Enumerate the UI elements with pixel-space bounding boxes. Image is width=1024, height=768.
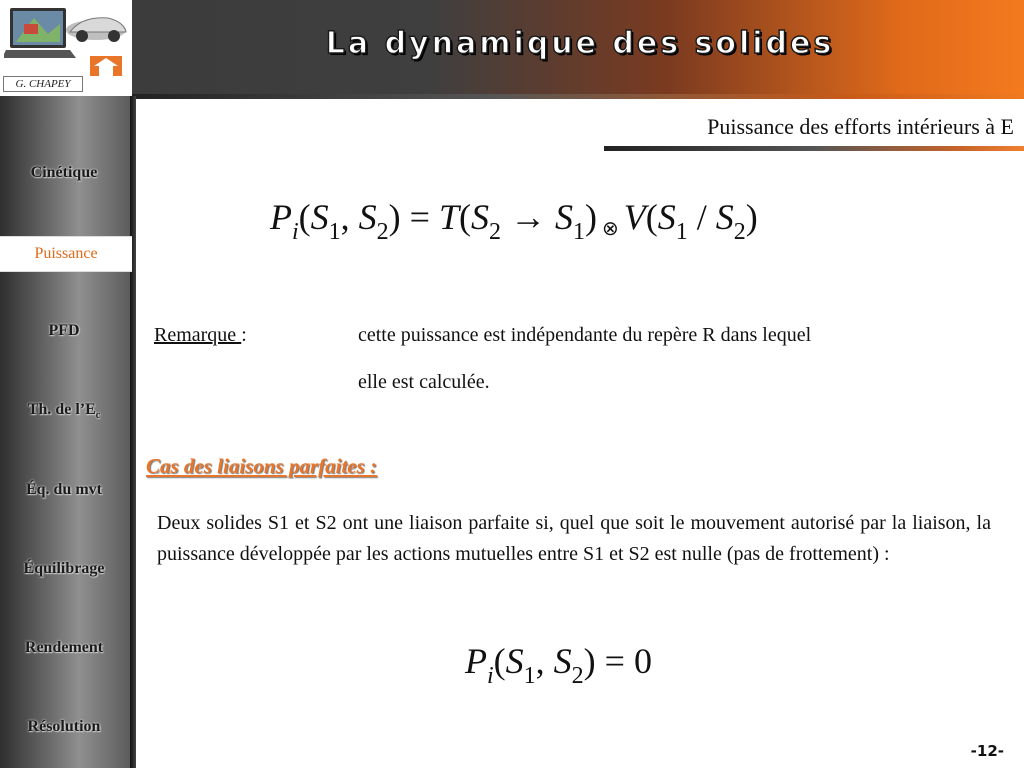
sidebar-item-puissance[interactable]: [0, 236, 132, 272]
perfect-joint-definition: Deux solides S1 et S2 ont une liaison parfaite si, quel que soit le mouvement autorisé par la liaison, la puissance développée par les actions mutuelles entre S1 et S2 est nulle (pas de frottement) :: [157, 512, 991, 565]
header-divider: [132, 94, 1024, 99]
sidebar-item-resolution[interactable]: [0, 718, 128, 736]
sidebar-item-label: Th. de l’E: [27, 401, 96, 418]
sidebar: [0, 96, 132, 768]
formula-paren: (: [645, 197, 658, 237]
header-banner: [0, 0, 1024, 96]
formula-paren: ): [583, 641, 596, 681]
sidebar-item-theoreme-ec[interactable]: [0, 401, 128, 421]
section-title-underline: [604, 146, 1024, 151]
formula-paren: (: [493, 641, 506, 681]
formula-symbol: S: [657, 197, 676, 237]
main-title: La dynamique des solides: [325, 26, 835, 61]
formula-symbol: S: [310, 197, 329, 237]
formula-subscript: 2: [733, 219, 746, 245]
power-formula: [270, 196, 758, 246]
formula-arrow: →: [501, 197, 556, 237]
page-number: -12-: [970, 742, 1004, 760]
sidebar-edge: [130, 96, 136, 768]
formula-subscript: i: [292, 219, 299, 245]
formula-subscript: 1: [675, 219, 688, 245]
remark-text-line-1: cette puissance est indépendante du repère R dans lequel: [358, 324, 812, 346]
formula-subscript: 2: [376, 219, 389, 245]
perfect-joints-heading: Cas des liaisons parfaites :: [146, 454, 378, 478]
section-title: Puissance des efforts intérieurs à E: [707, 114, 1014, 139]
sidebar-item-rendement[interactable]: [0, 639, 128, 657]
logo: [0, 0, 132, 96]
sidebar-item-label: Éq. du mvt: [25, 481, 103, 498]
sidebar-item-label: Rendement: [24, 639, 104, 656]
formula-symbol: T: [438, 197, 460, 237]
formula-symbol: P: [465, 641, 487, 681]
formula-subscript: 2: [489, 219, 502, 245]
formula-symbol: S: [358, 197, 377, 237]
remark-label: [154, 324, 247, 347]
sidebar-item-label: PFD: [48, 322, 80, 339]
formula-paren: (: [459, 197, 472, 237]
formula-symbol: V: [623, 197, 646, 237]
formula-subscript: 1: [328, 219, 341, 245]
sidebar-item-pfd[interactable]: [0, 322, 128, 340]
formula-comma: ,: [535, 641, 554, 681]
sidebar-item-label: Équilibrage: [23, 560, 105, 577]
sidebar-item-label: Cinétique: [30, 164, 98, 181]
formula-comma: ,: [340, 197, 359, 237]
author-label: G. CHAPEY: [3, 76, 83, 92]
remark-text-line-2: elle est calculée.: [358, 371, 490, 393]
formula-subscript: i: [487, 663, 494, 689]
formula-paren: ): [745, 197, 758, 237]
formula-symbol: S: [555, 197, 574, 237]
sidebar-item-subscript: c: [95, 410, 101, 422]
formula-zero: 0: [633, 641, 652, 681]
formula-subscript: 1: [523, 663, 536, 689]
formula-paren: ): [388, 197, 401, 237]
remark-label-text: Remarque: [154, 324, 242, 346]
formula-equals: =: [595, 641, 634, 681]
formula-slash: /: [687, 197, 716, 237]
sidebar-item-label: Puissance: [34, 245, 98, 262]
formula-subscript: 2: [571, 663, 584, 689]
formula-equals: =: [400, 197, 439, 237]
formula-subscript: 1: [573, 219, 586, 245]
formula-symbol: S: [715, 197, 734, 237]
formula-symbol: S: [553, 641, 572, 681]
formula-comoment-operator: ⊗: [597, 218, 624, 240]
zero-power-formula: [465, 640, 652, 690]
formula-paren: (: [298, 197, 311, 237]
remark-colon: :: [241, 324, 247, 346]
formula-symbol: S: [471, 197, 490, 237]
sidebar-item-cinetique[interactable]: [0, 164, 128, 182]
sidebar-item-eq-mvt[interactable]: [0, 481, 128, 499]
laptop-car-logo-icon: [4, 4, 128, 76]
sidebar-item-label: Résolution: [27, 718, 101, 735]
formula-paren: ): [585, 197, 598, 237]
formula-symbol: S: [505, 641, 524, 681]
formula-symbol: P: [270, 197, 292, 237]
sidebar-item-equilibrage[interactable]: [0, 560, 128, 578]
